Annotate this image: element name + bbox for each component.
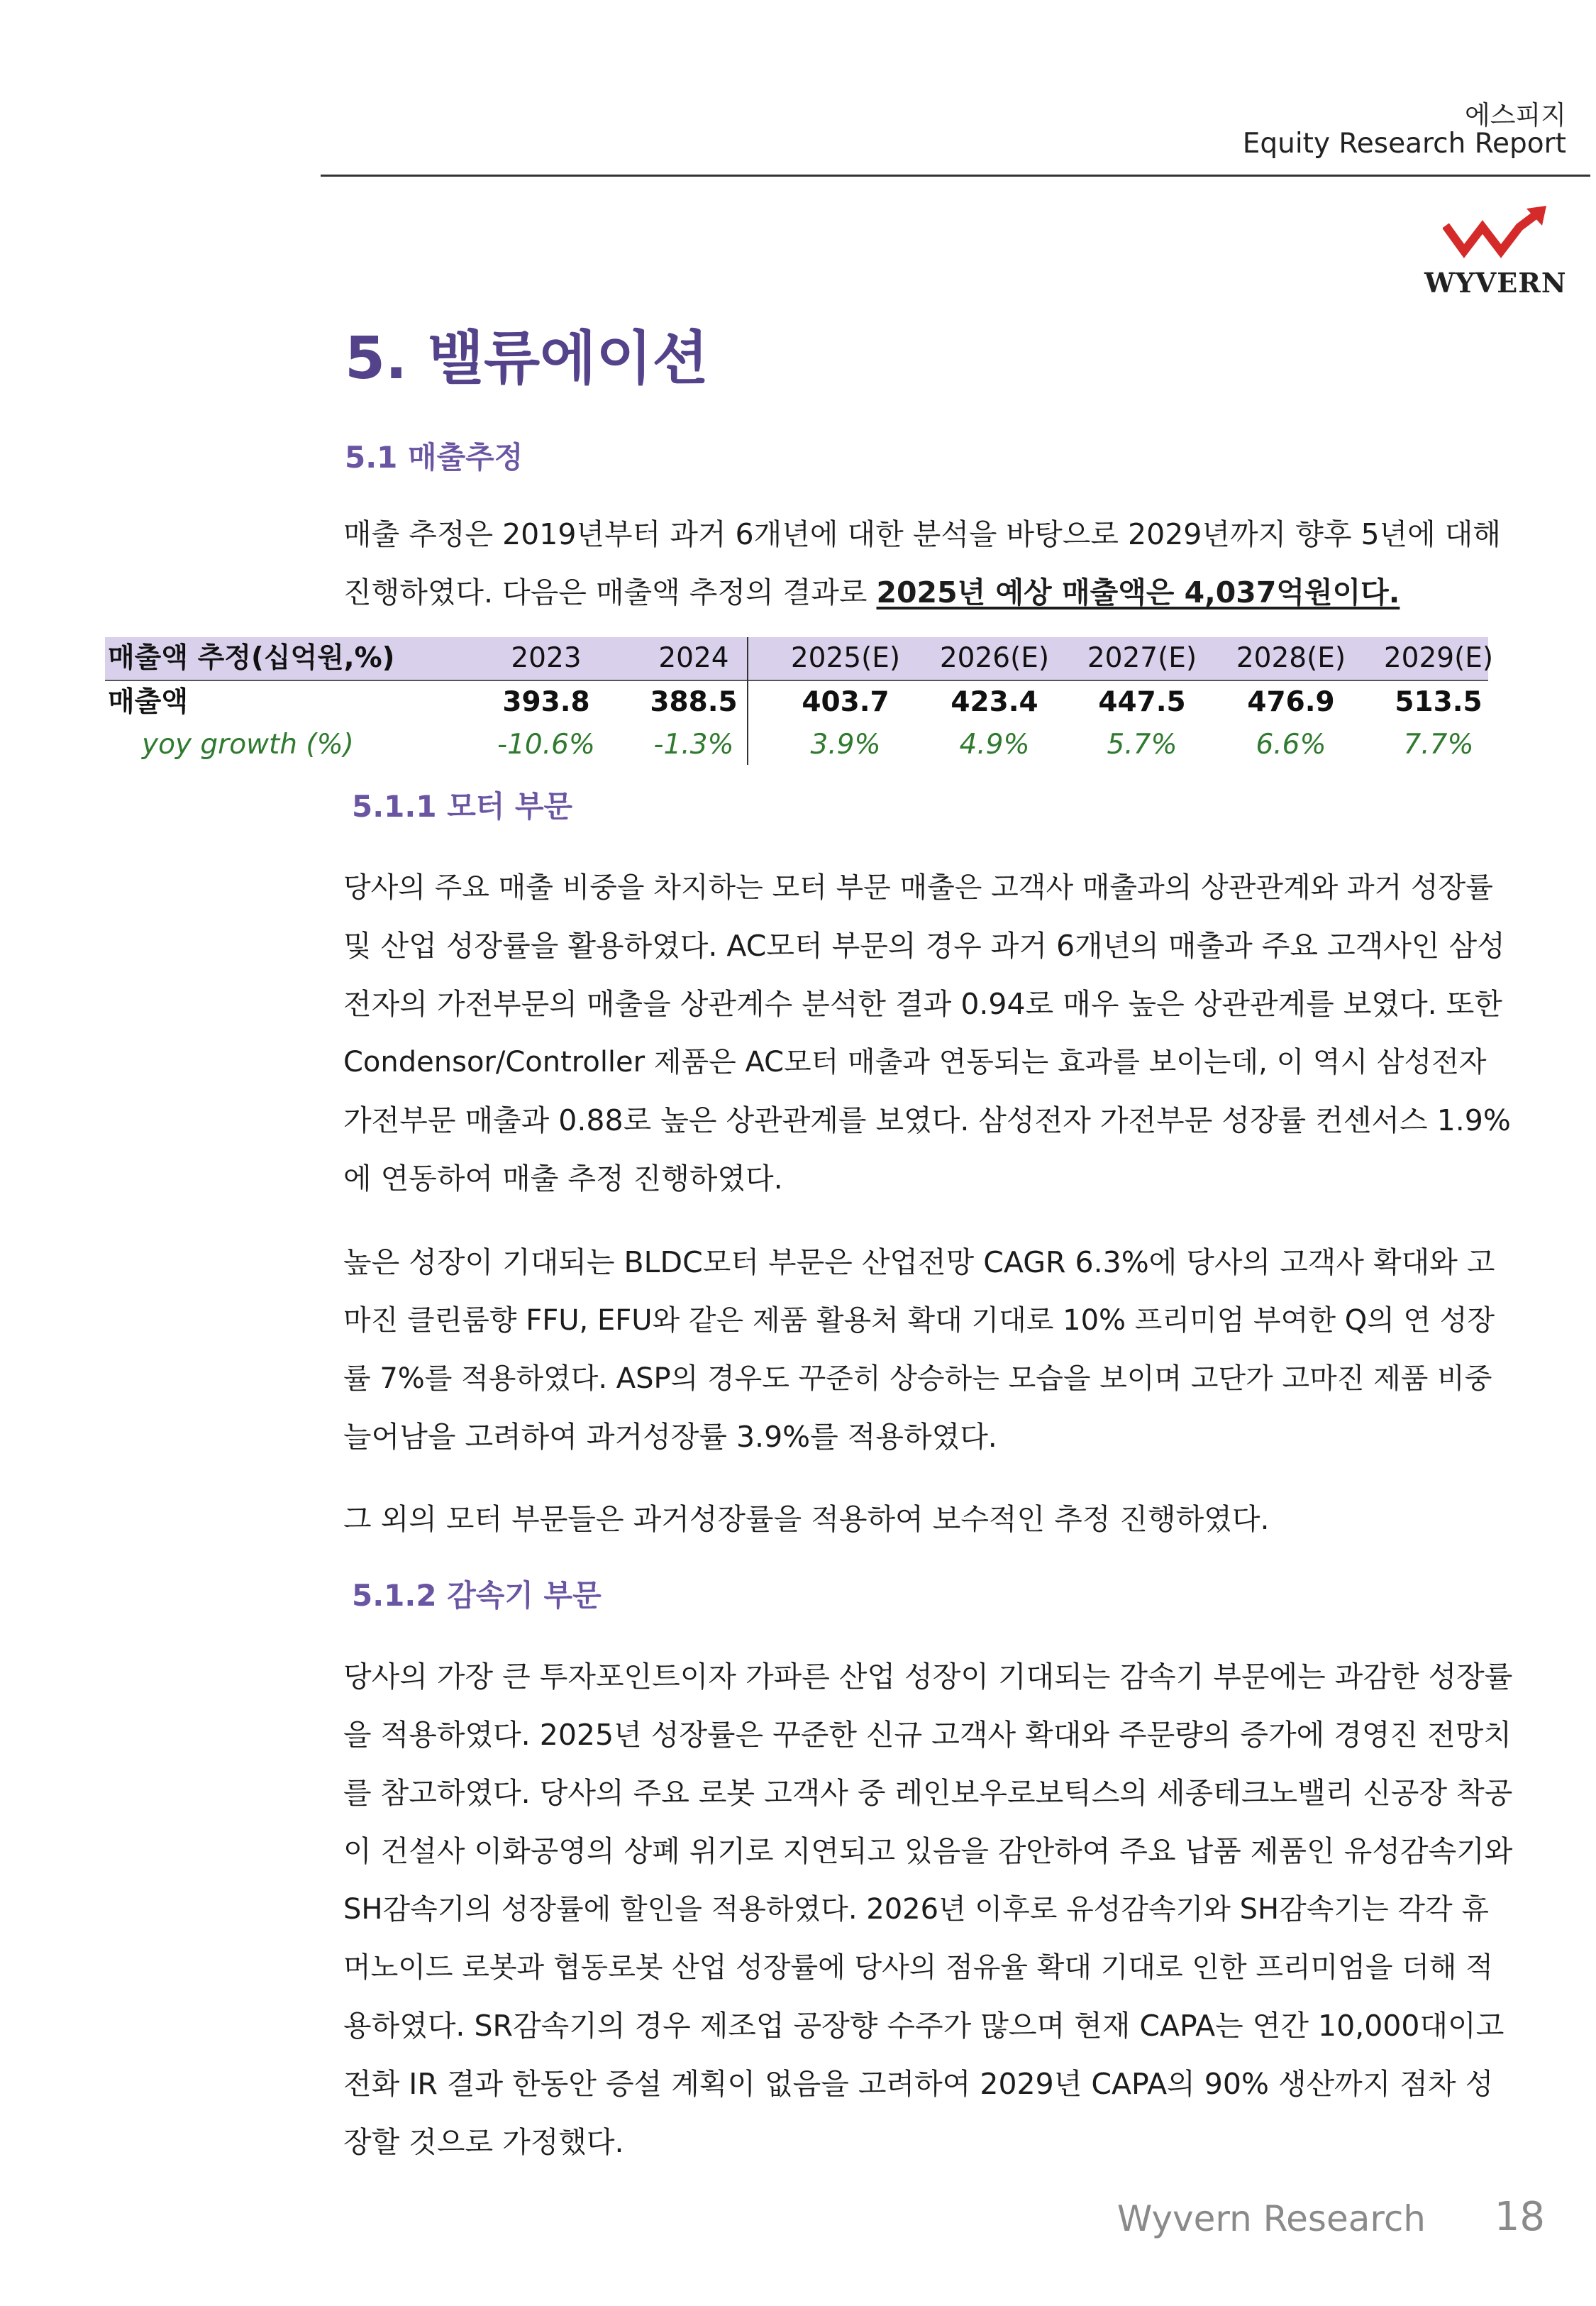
reducer-line: 를 참고하였다. 당사의 주요 로봇 고객사 중 레인보우로보틱스의 세종테크노밸리 신공장 착공 <box>343 1776 1513 1810</box>
motor-p1-line: 가전부문 매출과 0.88로 높은 상관관계를 보였다. 삼성전자 가전부문 성장률 컨센서스 1.9% <box>343 1103 1511 1137</box>
motor-paragraph-3 <box>343 1490 1514 1548</box>
table-cell: 388.5 <box>650 686 738 718</box>
reducer-line: 을 적용하였다. 2025년 성장률은 꾸준한 신규 고객사 확대와 주문량의 증가에 경영진 전망치 <box>343 1718 1512 1752</box>
motor-p1-line: 및 산업 성장률을 활용하였다. AC모터 부문의 경우 과거 6개년의 매출과 주요 고객사인 삼성 <box>343 929 1505 963</box>
motor-p1-line: 당사의 주요 매출 비중을 차지하는 모터 부문 매출은 고객사 매출과의 상관관계와 과거 성장률 <box>343 871 1493 904</box>
logo-text: WYVERN <box>1424 267 1567 299</box>
table-cell: 423.4 <box>951 686 1038 718</box>
table-row-label: 매출액 <box>108 686 189 718</box>
table-header-label: 매출액 추정(십억원,%) <box>108 642 395 674</box>
table-year: 2027(E) <box>1087 642 1197 674</box>
motor-p2-line: 높은 성장이 기대되는 BLDC모터 부문은 산업전망 CAGR 6.3%에 당사의 고객사 확대와 고 <box>343 1245 1495 1279</box>
table-cell: -10.6% <box>497 729 595 761</box>
motor-p2-line: 늘어남을 고려하여 과거성장률 3.9%를 적용하였다. <box>343 1420 997 1454</box>
reducer-line: 머노이드 로봇과 협동로봇 산업 성장률에 당사의 점유율 확대 기대로 인한 프리미엄을 더해 적 <box>343 1951 1493 1984</box>
table-cell: 403.7 <box>802 686 890 718</box>
page-number: 18 <box>1494 2194 1545 2240</box>
table-cell: 5.7% <box>1107 729 1177 761</box>
motor-p2-line: 마진 클린룸향 FFU, EFU와 같은 제품 활용처 확대 기대로 10% 프리미엄 부여한 Q의 연 성장 <box>343 1304 1495 1337</box>
reducer-line: 용하였다. SR감속기의 경우 제조업 공장향 수주가 많으며 현재 CAPA는 연간 10,000대이고 <box>343 2009 1504 2043</box>
table-cell: 6.6% <box>1256 729 1326 761</box>
intro-highlight: 2025년 예상 매출액은 4,037억원이다. <box>876 575 1400 609</box>
table-year: 2023 <box>511 642 582 674</box>
header-divider <box>321 175 1590 177</box>
table-cell: 3.9% <box>810 729 881 761</box>
motor-p2-line: 률 7%를 적용하였다. ASP의 경우도 꾸준히 상승하는 모습을 보이며 고단가 고마진 제품 비중 <box>343 1362 1492 1395</box>
table-cell: 476.9 <box>1247 686 1335 718</box>
table-cell: 4.9% <box>959 729 1030 761</box>
motor-p3-line: 그 외의 모터 부문들은 과거성장률을 적용하여 보수적인 추정 진행하였다. <box>343 1502 1270 1536</box>
table-year: 2028(E) <box>1236 642 1346 674</box>
table-year: 2029(E) <box>1383 642 1494 674</box>
motor-p1-line: 에 연동하여 매출 추정 진행하였다. <box>343 1162 783 1196</box>
header-company: 에스피지 <box>1465 100 1566 131</box>
reducer-line: 전화 IR 결과 한동안 증설 계획이 없음을 고려하여 2029년 CAPA의 90% 생산까지 점차 성 <box>343 2067 1494 2101</box>
reducer-paragraph <box>343 1648 1514 2171</box>
table-year: 2026(E) <box>939 642 1050 674</box>
table-year: 2025(E) <box>790 642 901 674</box>
reducer-section-title: 5.1.2 감속기 부문 <box>352 1578 602 1613</box>
table-year: 2024 <box>658 642 729 674</box>
intro-line: 매출 추정은 2019년부터 과거 6개년에 대한 분석을 바탕으로 2029년까지 향후 5년에 대해 <box>343 517 1501 551</box>
reducer-line: 이 건설사 이화공영의 상폐 위기로 지연되고 있음을 감안하여 주요 납품 제품인 유성감속기와 <box>343 1834 1513 1868</box>
intro-line <box>343 563 1514 622</box>
motor-paragraph-2 <box>343 1233 1514 1466</box>
motor-p1-line: 전자의 가전부문의 매출을 상관계수 분석한 결과 0.94로 매우 높은 상관관계를 보였다. 또한 <box>343 987 1502 1021</box>
table-cell: -1.3% <box>653 729 734 761</box>
intro-paragraph <box>343 505 1514 622</box>
reducer-line: 당사의 가장 큰 투자포인트이자 가파른 산업 성장이 기대되는 감속기 부문에는 과감한 성장률 <box>343 1660 1513 1694</box>
revenue-estimate-table <box>105 637 1494 769</box>
motor-section-title: 5.1.1 모터 부문 <box>352 789 573 824</box>
wyvern-logo <box>1424 206 1566 305</box>
table-row-label: yoy growth (%) <box>142 729 354 761</box>
table-cell: 513.5 <box>1395 686 1483 718</box>
table-cell: 393.8 <box>502 686 590 718</box>
motor-p1-line: Condensor/Controller 제품은 AC모터 매출과 연동되는 효과를 보이는데, 이 역시 삼성전자 <box>343 1046 1487 1078</box>
reducer-line: SH감속기의 성장률에 할인을 적용하였다. 2026년 이후로 유성감속기와 SH감속기는 각각 휴 <box>343 1893 1490 1926</box>
table-cell: 447.5 <box>1098 686 1186 718</box>
section-title: 5. 밸류에이션 <box>345 325 709 392</box>
reducer-line: 장할 것으로 가정했다. <box>343 2125 624 2159</box>
intro-line-text: 진행하였다. 다음은 매출액 추정의 결과로 <box>343 575 877 609</box>
wyvern-logo-icon <box>1443 206 1549 263</box>
header-report-type: Equity Research Report <box>1242 128 1566 160</box>
motor-paragraph-1 <box>343 859 1514 1208</box>
table-cell: 7.7% <box>1403 729 1474 761</box>
section-subtitle: 5.1 매출추정 <box>345 440 523 475</box>
footer-brand: Wyvern Research <box>1116 2198 1426 2239</box>
